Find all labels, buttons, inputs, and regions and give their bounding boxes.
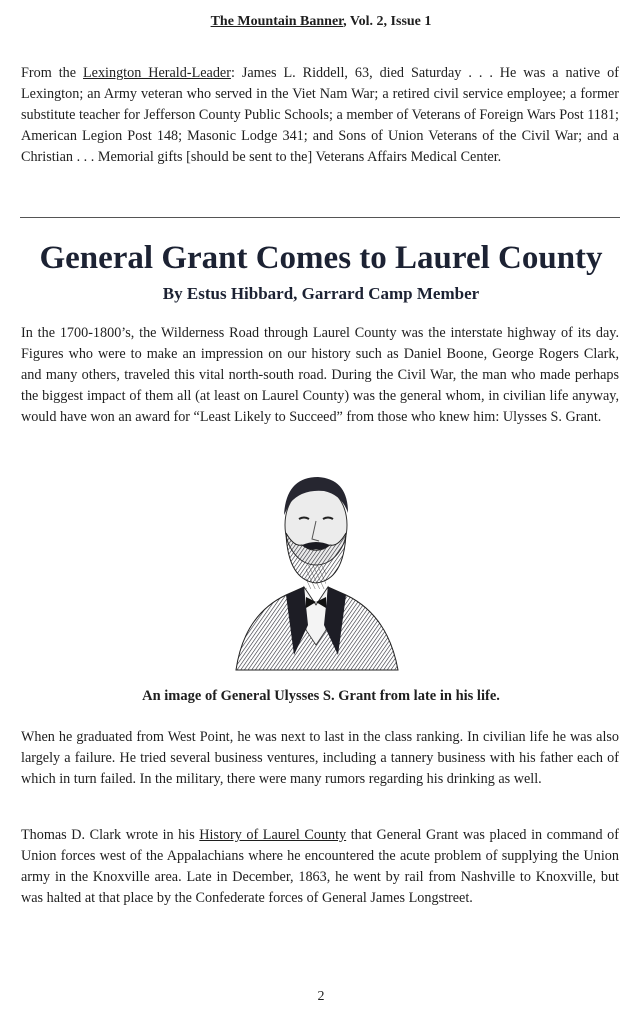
article-title: General Grant Comes to Laurel County [39,240,603,276]
section-divider [20,217,620,218]
book-title: History of Laurel County [199,827,347,843]
article-paragraph-3 [21,825,619,909]
article-paragraph-1: In the 1700-1800’s, the Wilderness Road through Laurel County was the interstate highway of its day. Figures who were to make an impression on our history such as Daniel Boone, George Rogers Clark, and many others, traveled this vital north-south road. During the Civil War, the man who made perhaps the biggest impact of them all (at least on Laurel County) was the general whom, in civilian life anyway, would have won an award for “Least Likely to Succeed” from those who knew him: Ulysses S. Grant. [21,325,619,425]
paragraph-3-text: that General Grant was placed in command of Union forces west of the Appalachians where he encountered the acute problem of supplying the Union army in the Knoxville area. Late in December, 1863, he went by rail from Nashville to Knoxville, but was halted at that place by the Confederate forces of General James Longstreet. [21,827,620,906]
publication-name: The Mountain Banner [210,14,344,29]
image-caption: An image of General Ulysses S. Grant from late in his life. [142,688,500,704]
page-number: 2 [317,989,325,1004]
article-byline: By Estus Hibbard, Garrard Camp Member [162,284,480,303]
issue-info: , Vol. 2, Issue 1 [343,14,432,29]
paragraph-3-intro: Thomas D. Clark wrote in his [21,827,200,843]
obituary-text: : James L. Riddell, 63, died Saturday . . . He was a native of Lexington; an Army veteran who served in the Viet Nam War; a retired civil service employee; a former substitute teacher for Jefferson County Public Schools; a member of Veterans of Foreign Wars Post 1181; American Legion Post 148; Masonic Lodge 341; and Sons of Union Veterans of the Civil War; and a Christian . . . Memorial gifts [should be sent to the] Veterans Affairs Medical Center. [21,65,619,165]
newsletter-header [0,14,642,30]
article-paragraph-2: When he graduated from West Point, he was next to last in the class ranking. In civilian life he was also largely a failure. He tried several business ventures, including a tannery business with his father each of which in turn failed. In the military, there were many rumors regarding his drinking as well. [21,729,619,787]
obituary-intro: From the [21,65,83,81]
obituary-paragraph [21,63,619,168]
obituary-source: Lexington Herald-Leader [82,65,231,81]
grant-portrait [226,455,406,673]
